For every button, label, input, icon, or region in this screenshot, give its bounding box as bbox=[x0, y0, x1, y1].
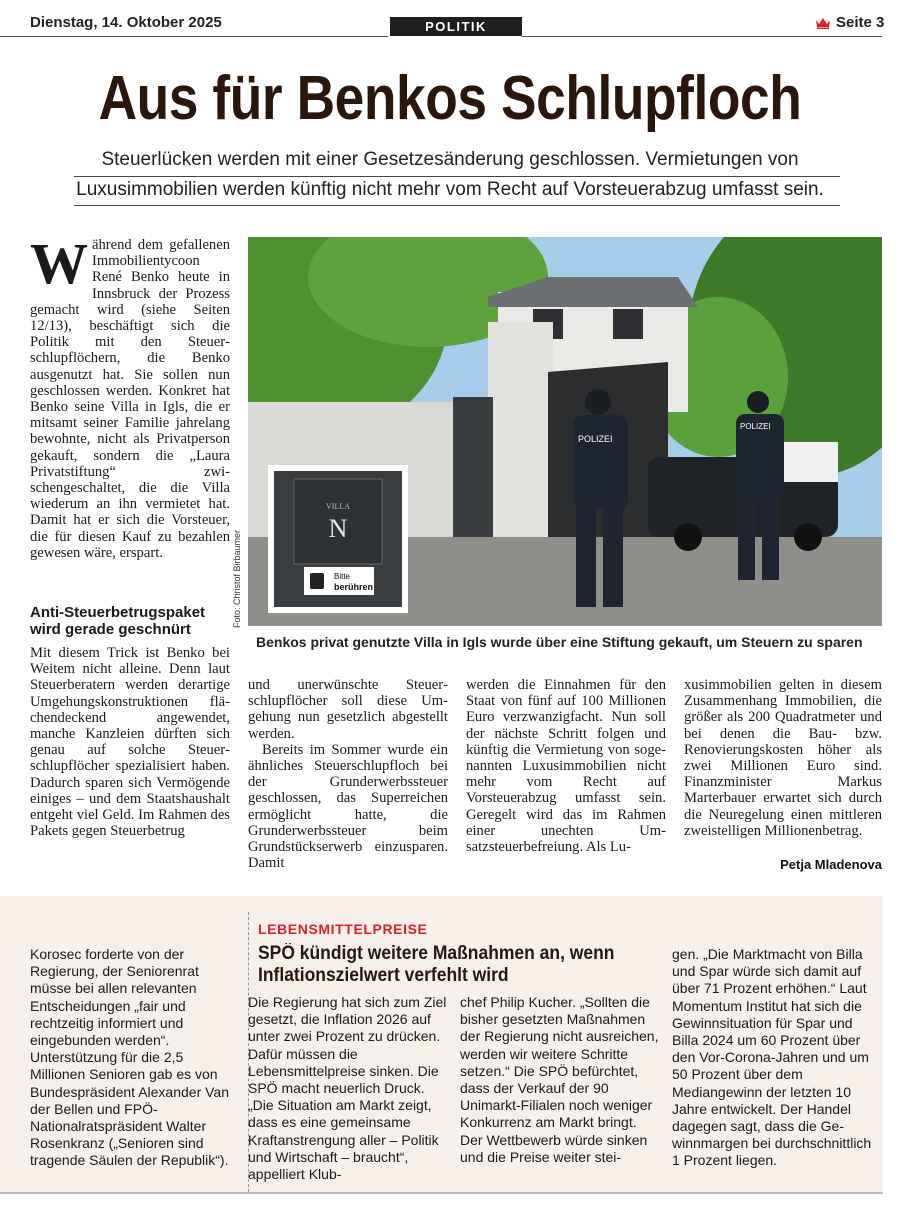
crown-icon bbox=[815, 17, 831, 29]
headline: Aus für Benkos Schlupfloch bbox=[98, 64, 802, 133]
inset-sign-line1: Bitte bbox=[334, 572, 351, 581]
article-column-2: und unerwünschte Steuerschlupflöcher soll diese Umgehung nun gesetzlich abgestellt werden. Bereits im Sommer wurde ein ähnliches Steuerschlupfloch bei der Grunderwerbssteuer geschlossen, das Superreichen ermöglicht hatte, die Grunderwerbssteuer beim Grundstückserwerb einzusparen. Damit bbox=[248, 677, 448, 872]
header-rule-left bbox=[0, 36, 388, 37]
box-column-2: Die Regierung hat sich zum Ziel gesetzt, die Inflation 2026 auf unter zwei Prozent zu drücken. Dafür müssen die Lebensmittelpreise sinken. Die SPÖ macht neuerlich Druck. „Die Situation am Markt zeigt, dass es eine gemeinsame Kraftanstrengung aller – Politik und Wirtschaft – braucht“, appelliert Klub- bbox=[248, 994, 447, 1183]
article-column-4: xusimmobilien gelten in diesem Zusammenhang Immobilien, die größer als 200 Quadratmeter und bei denen die Bau- bzw. Renovierungskosten höher als zwei Millionen Euro sind. Finanzminister Markus Marterbauer erwartet sich durch die Neuregelung einen mittleren zweistelligen Millionenbetrag. bbox=[684, 677, 882, 839]
author-byline: Petja Mladenova bbox=[780, 857, 882, 872]
inset-sign-line2: berühren bbox=[334, 582, 374, 592]
box-kicker: LEBENSMITTELPREISE bbox=[258, 921, 428, 937]
police-label-1: POLIZEI bbox=[578, 434, 613, 444]
deck-rule bbox=[74, 205, 840, 206]
box-column-4: gen. „Die Marktmacht von Billa und Spar würde sich damit auf über 71 Prozent erhöhen.“ Laut Momentum Institut hat sich die Gewinnsituation für Spar und Billa 2024 um 60 Prozent über den Vor-Corona-Jahren und um 50 Prozent über dem Mediangewinn der letzten 10 Jahre entwickelt. Der Handel dagegen sagt, dass die Gewinnmargen bei durchschnittlich 1 Prozent liegen. bbox=[672, 946, 872, 1169]
article-intro bbox=[30, 231, 230, 561]
article-subhead: Anti-Steuerbetrugspaket wird gerade geschnürt bbox=[30, 604, 206, 638]
deck-line-2: Luxusimmobilien werden künftig nicht mehr vom Recht auf Vorsteuerabzug umfasst sein. bbox=[76, 179, 824, 200]
villa-photo bbox=[248, 237, 882, 626]
police-label-2: POLIZEI bbox=[740, 422, 771, 431]
photo-credit: Foto: Christof Birbaumer bbox=[232, 529, 242, 628]
box-column-3: chef Philip Kucher. „Sollten die bisher gesetzten Maßnahmen der Regierung nicht ausreichen, werden wir weitere Schritte setzen.“ Die SPÖ befürchtet, dass der Verkauf der 90 Unimarkt-Filialen noch weniger Konkurrenz am Markt bringt. Der Wettbewerb würde sinken und die Preise weiter stei- bbox=[460, 994, 659, 1165]
deck-line-1: Steuerlücken werden mit einer Gesetzesänderung geschlossen. Vermietungen von bbox=[101, 149, 799, 170]
header-rule-right bbox=[522, 36, 882, 37]
inset-brand: VILLA bbox=[326, 502, 350, 511]
deck-rule bbox=[74, 176, 840, 177]
intro-text: ährend dem gefallenen Immobilientycoon René Benko heute in Innsbruck der Prozess gemacht wird (siehe Seiten 12/13), beschäftigt sich die Politik mit den Steuerschlupflöchern, die Benko ausgenutzt hat. Sie sollen nun geschlossen werden. Konkret hat Benko seine Villa in Igls, die er mitsamt seiner Familie jahrelang bewohnte, nicht als Privatperson gekauft, sondern die „Laura Privatstiftung“ zwischengeschaltet, die die Villa wiederum an ihn vermietet hat. Damit hat er sich die Vorsteuer, die für diesen Kauf zu bezahlen gewesen wäre, erspart. bbox=[30, 237, 230, 561]
bottom-rule bbox=[0, 1192, 883, 1194]
villa-photo-illustration bbox=[248, 237, 882, 626]
inset-letter: N bbox=[328, 514, 348, 543]
issue-date: Dienstag, 14. Oktober 2025 bbox=[30, 14, 222, 31]
article-column-3: werden die Einnahmen für den Staat von fünf auf 100 Millionen Euro verzwanzigfacht. Nun soll der nächste Schritt folgen und künftig die Vermietung von sogenannten Luxusimmobilien nicht mehr vom Recht auf Vorsteuerabzug umfasst sein. Geregelt wird das im Rahmen einer unechten Umsatzsteuerbefreiung. Als Lu- bbox=[466, 677, 666, 856]
photo-caption: Benkos privat genutzte Villa in Igls wurde über eine Stiftung gekauft, um Steuern zu sparen bbox=[256, 634, 863, 650]
section-label: POLITIK bbox=[390, 17, 522, 36]
drop-cap: W bbox=[30, 231, 88, 296]
box-column-1: Korosec forderte von der Regierung, der Seniorenrat müsse bei allen relevanten Entscheidungen „fair und rechtzeitig informiert und eingebunden werden“. Unterstützung für die 2,5 Millionen Senioren gab es von Bundespräsident Alexander Van der Bellen und FPÖ-Nationalratspräsident Walter Rosenkranz („Senioren sind tragende Säulen der Republik“). bbox=[30, 946, 229, 1169]
box-title: SPÖ kündigt weitere Maßnahmen an, wenn Inflationszielwert verfehlt wird bbox=[258, 943, 615, 986]
article-column-1: Mit diesem Trick ist Benko bei Weitem nicht alleine. Denn laut Steuerberatern werden derartige Umgehungskonstruktionen flächendeckend angewendet, manche Kanzleien dürften sich genau auf solche Steuerschlupflöcher spezialisiert haben. Dadurch sparen sich Vermögende einiges – und dem Staatshaushalt entgeht viel Geld. Im Rahmen des Pakets gegen Steuerbetrug bbox=[30, 645, 230, 840]
page-number: Seite 3 bbox=[836, 14, 885, 31]
